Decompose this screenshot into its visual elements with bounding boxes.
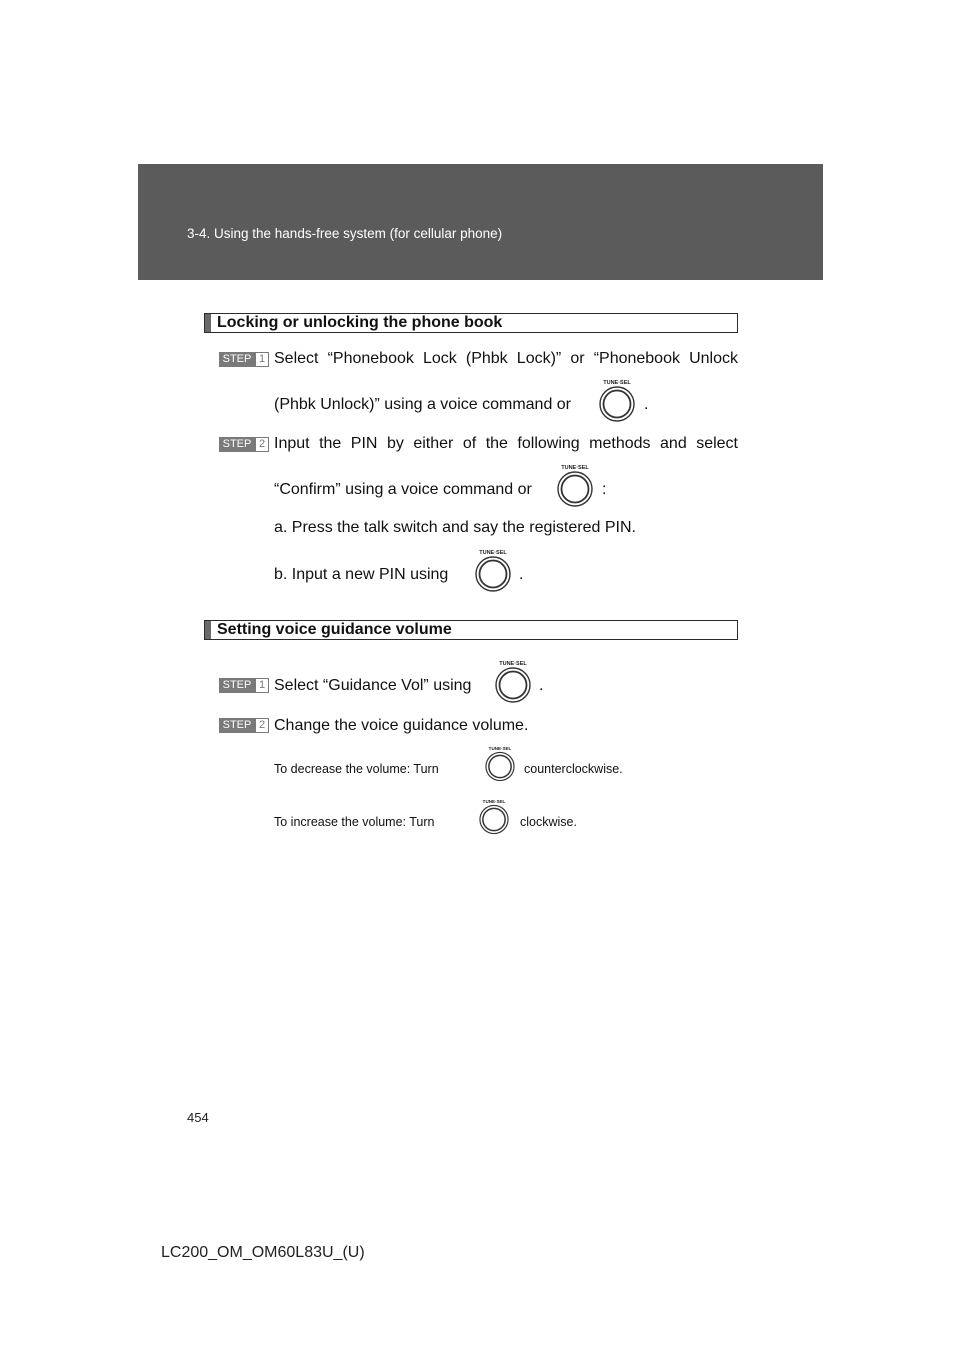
step-text: Change the voice guidance volume. [274,717,529,734]
document-code: LC200_OM_OM60L83U_(U) [161,1244,365,1261]
tune-sel-knob-icon [594,378,640,429]
step-text: Select “Guidance Vol” using [274,677,472,694]
chapter-header-band [138,164,823,280]
section-title: Setting voice guidance volume [217,621,452,638]
tune-sel-knob-icon [475,798,513,841]
step-badge-2: STEP 2 [219,718,269,733]
increase-volume-text: To increase the volume: Turn [274,815,435,829]
tune-sel-knob-icon [490,659,536,710]
section-title: Locking or unlocking the phone book [217,314,503,331]
svg-text:TUNE·SEL: TUNE·SEL [499,661,527,667]
step-text: Select “Phonebook Lock (Phbk Lock)” or “Phonebook Unlock [274,350,738,367]
svg-text:TUNE·SEL: TUNE·SEL [603,380,631,386]
section-heading-phonebook-lock [204,313,738,333]
svg-text:TUNE·SEL: TUNE·SEL [479,550,507,556]
sub-step-b-end: . [519,566,524,583]
section-heading-guidance-volume [204,620,738,640]
decrease-volume-end: counterclockwise. [524,762,623,776]
sub-step-a: a. Press the talk switch and say the registered PIN. [274,519,636,536]
step-text-end: . [644,396,649,413]
increase-volume-end: clockwise. [520,815,577,829]
step-badge-1: STEP 1 [219,678,269,693]
tune-sel-knob-icon [481,745,519,788]
step-text: Input the PIN by either of the following methods and select [274,435,738,452]
step-text-end: : [602,481,607,498]
chapter-header-title: 3-4. Using the hands-free system (for cellular phone) [187,226,503,241]
decrease-volume-text: To decrease the volume: Turn [274,762,439,776]
svg-text:TUNE·SEL: TUNE·SEL [482,798,506,804]
step-text: (Phbk Unlock)” using a voice command or [274,396,572,413]
tune-sel-knob-icon [552,463,598,514]
svg-text:TUNE·SEL: TUNE·SEL [488,745,512,751]
sub-step-b: b. Input a new PIN using [274,566,449,583]
tune-sel-knob-icon [470,548,516,599]
step-badge-2: STEP 2 [219,437,269,452]
page-number: 454 [187,1110,209,1125]
step-badge-1: STEP 1 [219,352,269,367]
svg-text:TUNE·SEL: TUNE·SEL [561,465,589,471]
step-text-end: . [539,677,544,694]
step-text: “Confirm” using a voice command or [274,481,532,498]
